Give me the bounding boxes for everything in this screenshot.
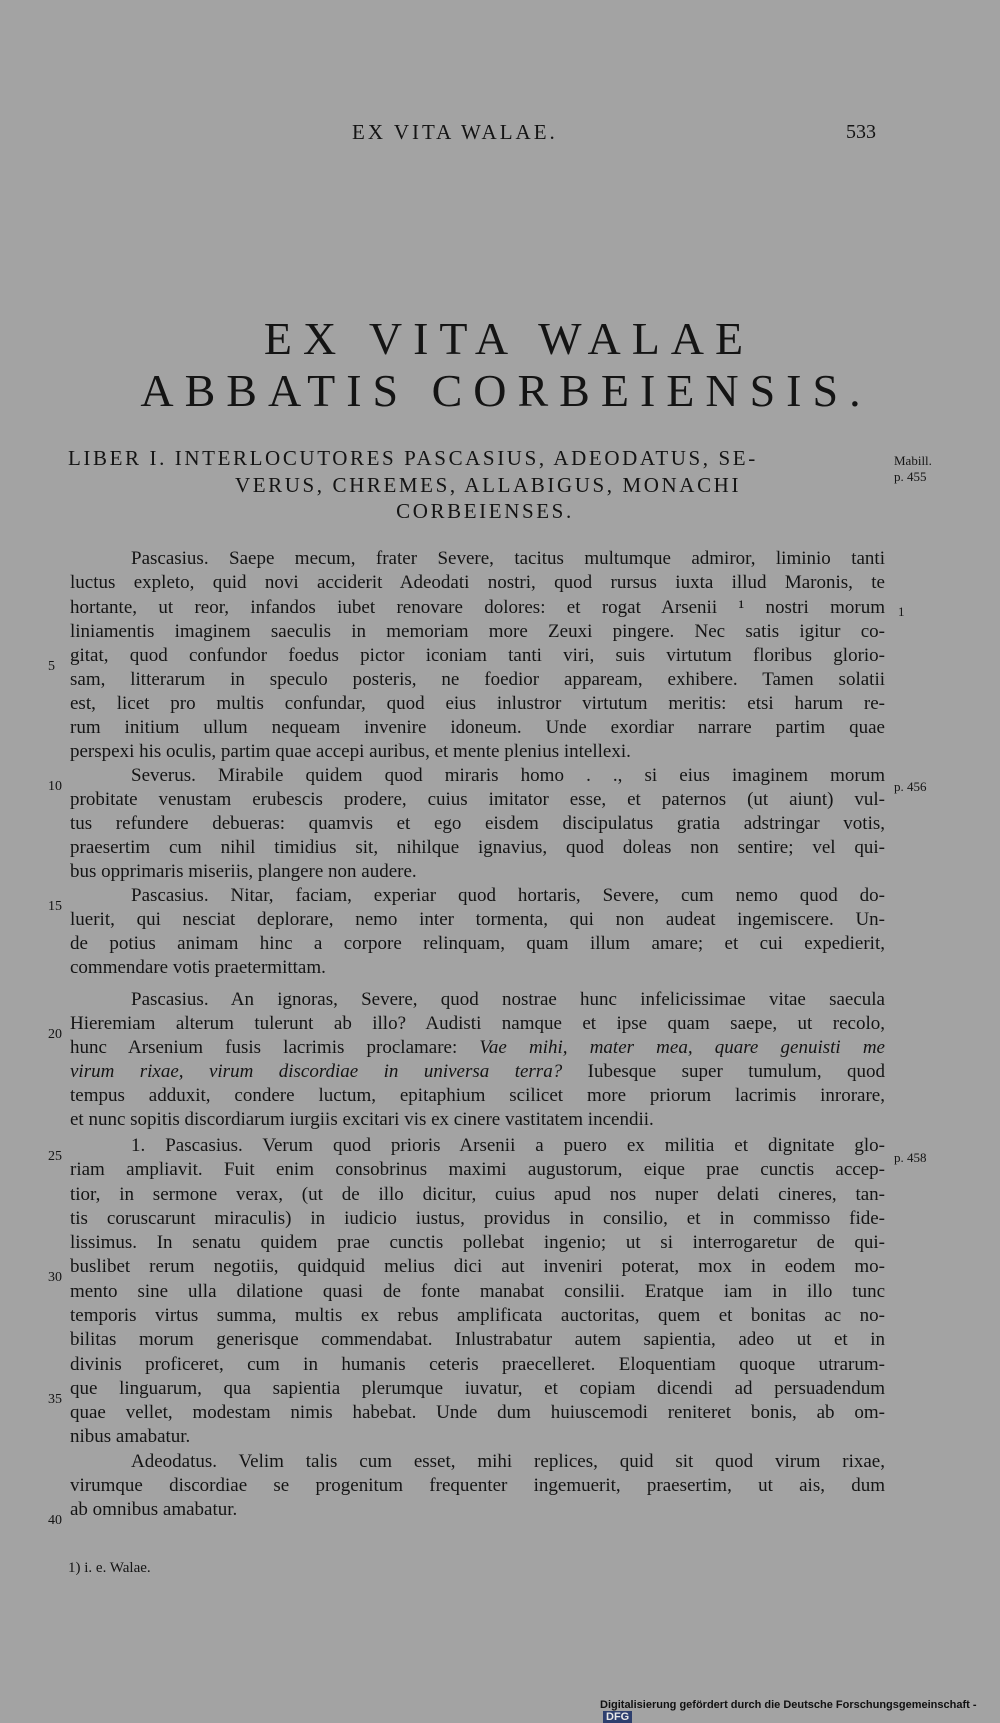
running-title: EX VITA WALAE. xyxy=(352,120,558,144)
main-title-line-2: ABBATIS CORBEIENSIS. xyxy=(140,365,872,416)
text-line: bus opprimaris miseriis, plangere non audere. xyxy=(70,861,417,882)
line-number: 30 xyxy=(48,1270,62,1285)
text-line: Severus. Mirabile quidem quod miraris homo . ., si eius imaginem morum xyxy=(131,765,885,786)
scripture-quote: virum rixae, virum discordiae in universa terra? xyxy=(70,1061,563,1082)
line-number: 40 xyxy=(48,1513,62,1528)
text-line: est, licet pro multis confundar, quod eius inlustror virtutum meritis: etsi harum re- xyxy=(70,693,885,714)
text-line: mento sine ulla dilatione quasi de fonte manabat consilii. Eratque iam in illo tunc xyxy=(70,1281,885,1302)
text-line: tis coruscarunt miraculis) in iudicio iustus, providus in consilio, et in commisso fide- xyxy=(70,1208,885,1229)
page-number: 533 xyxy=(846,121,876,143)
line-number: 20 xyxy=(48,1027,62,1042)
text-line xyxy=(70,1036,885,1060)
digitization-credit xyxy=(600,1699,1000,1723)
text-line: bilitas morum generisque commendabat. Inlustrabatur autem sapientia, adeo ut et in xyxy=(70,1329,885,1350)
text-line: de potius animam hinc a corpore relinquam, quam illum amare; et cui expedierit, xyxy=(70,933,885,954)
text-line: nibus amabatur. xyxy=(70,1426,191,1447)
text-line: Hieremiam alterum tulerunt ab illo? Audisti namque et ipse quam saepe, ut recolo, xyxy=(70,1013,885,1034)
margin-note-footnote-ref: 1 xyxy=(898,604,905,619)
text-line: hortante, ut reor, infandos iubet renovare dolores: et rogat Arsenii ¹ nostri morum xyxy=(70,597,885,618)
margin-note-page: p. 455 xyxy=(894,469,927,484)
text-line: Pascasius. Saepe mecum, frater Severe, tacitus multumque admiror, liminio tanti xyxy=(131,548,885,569)
line-number: 35 xyxy=(48,1392,62,1407)
text-line: perspexi his oculis, partim quae accepi auribus, et mente plenius intellexi. xyxy=(70,741,631,762)
margin-note-mabill: Mabill. xyxy=(894,453,932,468)
text-line: buslibet rerum negotiis, quidquid melius dici aut inveniri poterat, mox in eodem mo- xyxy=(70,1256,885,1277)
footnote: 1) i. e. Walae. xyxy=(68,1560,151,1576)
text-line: divinis proficeret, cum in humanis ceteris praecelleret. Eloquentiam quoque utrarum- xyxy=(70,1354,885,1375)
liber-heading-line-1: LIBER I. INTERLOCUTORES PASCASIUS, ADEODATUS, SE- xyxy=(68,446,758,470)
text-line: gitat, quod confundor foedus pictor iconiam tanti viri, suis virtutum floribus glorio- xyxy=(70,645,885,666)
text-line: luctus expleto, quid novi acciderit Adeodati nostri, quod rursus iuxta illud Maronis, te xyxy=(70,572,885,593)
liber-heading-line-2: VERUS, CHREMES, ALLABIGUS, MONACHI xyxy=(234,473,742,497)
margin-note-page: p. 458 xyxy=(894,1150,927,1165)
text-line: tempus adduxit, condere luctum, epitaphium scilicet more priorum lacrimis inrorare, xyxy=(70,1085,885,1106)
text-line: ab omnibus amabatur. xyxy=(70,1499,238,1520)
text-line: praesertim cum nihil timidius sit, nihilque ignavius, quod doleas non sentire; vel qui- xyxy=(70,837,885,858)
line-number: 25 xyxy=(48,1149,62,1164)
text-line: commendare votis praetermittam. xyxy=(70,957,326,978)
liber-heading-line-3: CORBEIENSES. xyxy=(396,499,574,523)
text-segment: hunc Arsenium fusis lacrimis proclamare: xyxy=(70,1037,458,1058)
scripture-quote: Vae mihi, mater mea, quare genuisti me xyxy=(479,1037,885,1058)
text-line: quae vellet, modestam nimis habebat. Unde dum huiuscemodi reniteret bonis, ab om- xyxy=(70,1402,885,1423)
text-line: luerit, qui nesciat deplorare, nemo inter tormenta, qui non audeat ingemiscere. Un- xyxy=(70,909,885,930)
text-line: 1. Pascasius. Verum quod prioris Arsenii a puero ex militia et dignitate glo- xyxy=(131,1135,885,1156)
text-line: Pascasius. Nitar, faciam, experiar quod hortaris, Severe, cum nemo quod do- xyxy=(131,885,885,906)
line-number: 10 xyxy=(48,779,62,794)
text-line: sam, litterarum in speculo posteris, ne foedior appaream, exhibere. Tamen solatii xyxy=(70,669,885,690)
line-number: 15 xyxy=(48,899,62,914)
text-segment: Iubesque super tumulum, quod xyxy=(587,1061,885,1082)
text-line: probitate venustam erubescis prodere, cuius imitator esse, et paternos (ut aiunt) vul- xyxy=(70,789,885,810)
text-line xyxy=(70,1060,885,1084)
text-line: rum initium ullum nequeam invenire idoneum. Unde exordiar narrare partim quae xyxy=(70,717,885,738)
text-line: que linguarum, qua sapientia plerumque iuvatur, et copiam dicendi ad persuadendum xyxy=(70,1378,885,1399)
text-line: virumque discordiae se progenitum frequenter ingemuerit, praesertim, ut ais, dum xyxy=(70,1475,885,1496)
text-line: temporis virtus summa, multis ex rebus amplificata auctoritas, quem et bonitas ac no- xyxy=(70,1305,885,1326)
text-line: lissimus. In senatu quidem prae cunctis pollebat ingenio; ut si interrogaretur de qui- xyxy=(70,1232,885,1253)
margin-note-page: p. 456 xyxy=(894,779,927,794)
text-line: riam ampliavit. Fuit enim consobrinus maximi augustorum, eique prae cunctis accep- xyxy=(70,1159,885,1180)
credit-text: Digitalisierung gefördert durch die Deutsche Forschungsgemeinschaft - xyxy=(600,1699,977,1711)
dfg-logo: DFG xyxy=(603,1711,632,1723)
line-number: 5 xyxy=(48,659,55,674)
text-line: tus refundere debueras: quamvis et ego eisdem discipulatus gratia adstringar votis, xyxy=(70,813,885,834)
main-title-line-1: EX VITA WALAE xyxy=(263,313,755,364)
text-line: tior, in sermone verax, (ut de illo dicitur, cuius apud nos nuper delati cineres, tan- xyxy=(70,1184,885,1205)
text-line: Adeodatus. Velim talis cum esset, mihi replices, quid sit quod virum rixae, xyxy=(131,1451,885,1472)
text-line: liniamentis imaginem saeculis in memoriam more Zeuxi pingere. Nec satis igitur co- xyxy=(70,621,885,642)
text-line: et nunc sopitis discordiarum iurgiis excitari vis ex cinere vastitatem incendii. xyxy=(70,1109,654,1130)
text-line: Pascasius. An ignoras, Severe, quod nostrae hunc infelicissimae vitae saecula xyxy=(131,989,885,1010)
